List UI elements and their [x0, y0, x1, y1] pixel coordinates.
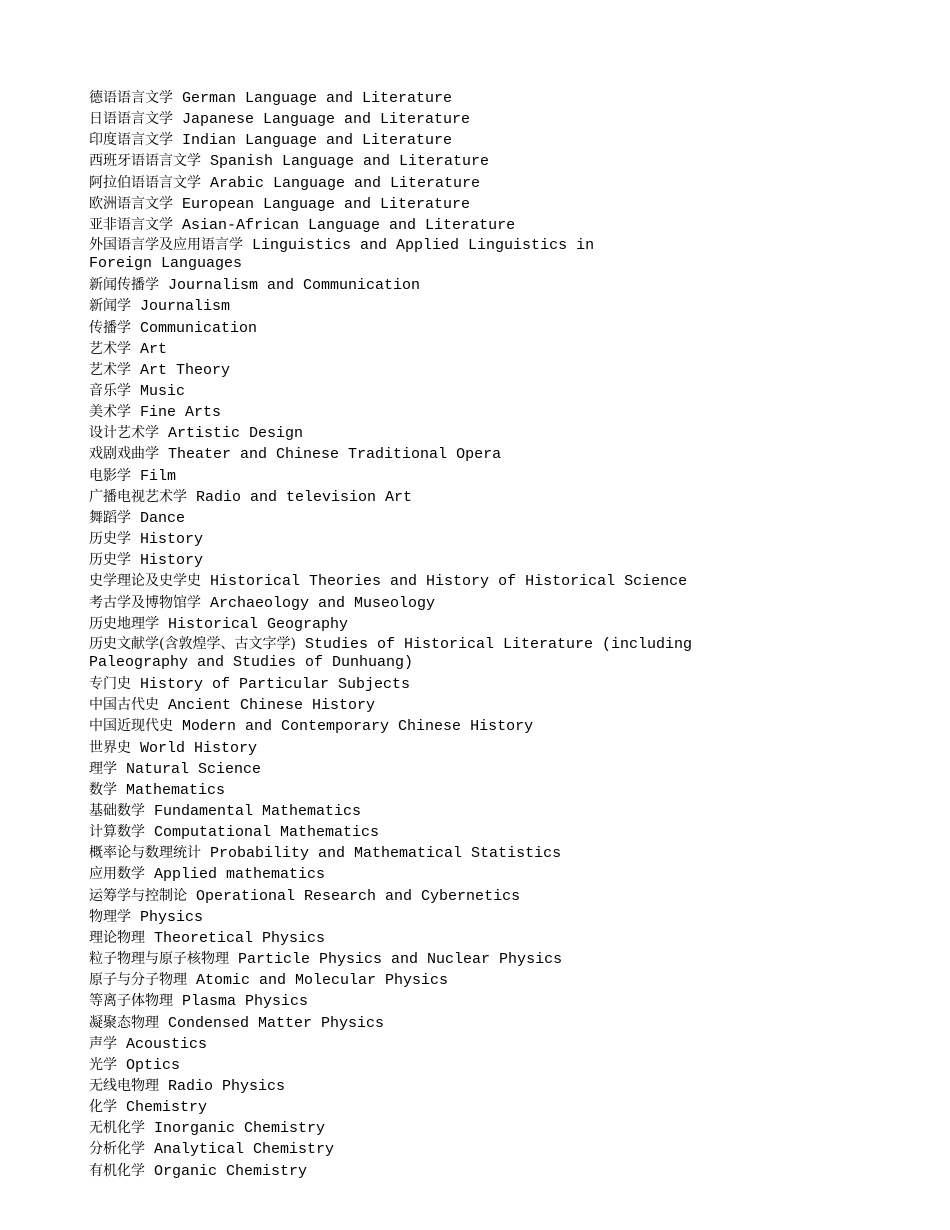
- discipline-entry: [89, 339, 929, 360]
- discipline-entry: [89, 571, 929, 592]
- discipline-name-english: Acoustics: [126, 1035, 208, 1053]
- discipline-name-english: Applied mathematics: [154, 866, 326, 884]
- discipline-name-english: Archaeology and Museology: [210, 594, 436, 612]
- discipline-name-chinese: 历史地理学: [89, 615, 159, 632]
- discipline-entry: [89, 928, 929, 949]
- discipline-entry: [89, 970, 929, 991]
- discipline-name-chinese: 欧洲语言文学: [89, 195, 173, 212]
- discipline-entry: [89, 508, 929, 529]
- discipline-name-english: Radio Physics: [168, 1078, 286, 1095]
- discipline-name-english: Arabic Language and Literature: [210, 174, 481, 192]
- discipline-name-english: Ancient Chinese History: [168, 697, 376, 715]
- discipline-entry: [89, 1097, 929, 1118]
- discipline-entry: [89, 1139, 929, 1160]
- discipline-entry: [89, 801, 929, 822]
- discipline-entry: [89, 194, 929, 215]
- discipline-name-english: Art: [140, 340, 168, 358]
- discipline-name-english: Artistic Design: [168, 425, 304, 443]
- discipline-name-english: Atomic and Molecular Physics: [196, 972, 449, 990]
- discipline-name-chinese: 理论物理: [89, 929, 145, 946]
- discipline-name-chinese: 历史文献学(含敦煌学、古文字学): [89, 635, 296, 652]
- discipline-entry: [89, 822, 929, 843]
- discipline-name-english: Studies of Historical Literature (including Paleography and Studies of Dunhuang): [89, 635, 693, 671]
- discipline-name-chinese: 音乐学: [89, 383, 131, 400]
- discipline-name-chinese: 日语语言文学: [89, 111, 173, 128]
- discipline-name-chinese: 艺术学: [89, 361, 131, 378]
- discipline-entry: [89, 1161, 929, 1182]
- discipline-name-english: Organic Chemistry: [154, 1162, 308, 1180]
- discipline-entry: [89, 886, 929, 907]
- discipline-entry: [89, 487, 929, 508]
- discipline-entry: [89, 843, 929, 864]
- discipline-entry: [89, 1034, 929, 1055]
- discipline-name-chinese: 亚非语言文学: [89, 216, 173, 233]
- discipline-name-chinese: 中国近现代史: [89, 718, 173, 735]
- discipline-entry: [89, 1118, 929, 1139]
- discipline-entry: [89, 360, 929, 381]
- discipline-name-english: World History: [140, 739, 258, 757]
- discipline-name-english: Plasma Physics: [182, 993, 309, 1011]
- discipline-name-chinese: 数学: [89, 781, 117, 798]
- discipline-name-chinese: 新闻学: [89, 298, 131, 315]
- discipline-name-chinese: 分析化学: [89, 1141, 145, 1158]
- discipline-name-chinese: 世界史: [89, 739, 131, 756]
- discipline-name-chinese: 德语语言文学: [89, 90, 173, 106]
- discipline-name-english: Dance: [140, 509, 186, 527]
- discipline-entry: [89, 88, 929, 109]
- discipline-name-chinese: 设计艺术学: [89, 425, 159, 442]
- discipline-name-chinese: 运筹学与控制论: [89, 887, 187, 904]
- discipline-entry: [89, 550, 929, 571]
- discipline-entry: [89, 173, 929, 194]
- discipline-name-english: Theoretical Physics: [154, 929, 326, 947]
- discipline-name-english: Chemistry: [126, 1099, 208, 1117]
- discipline-name-english: Operational Research and Cybernetics: [196, 887, 521, 905]
- discipline-name-english: German Language and Literature: [182, 90, 453, 107]
- discipline-entry: [89, 466, 929, 487]
- discipline-name-english: Particle Physics and Nuclear Physics: [238, 951, 563, 969]
- discipline-entry: [89, 614, 929, 635]
- discipline-entry: [89, 991, 929, 1012]
- discipline-name-english: History: [140, 531, 204, 549]
- discipline-entry: [89, 864, 929, 885]
- discipline-name-english: Linguistics and Applied Linguistics in Foreign Languages: [89, 237, 595, 273]
- discipline-name-chinese: 粒子物理与原子核物理: [89, 951, 229, 968]
- discipline-entry: [89, 151, 929, 172]
- discipline-name-chinese: 印度语言文学: [89, 132, 173, 149]
- discipline-name-chinese: 化学: [89, 1099, 117, 1116]
- discipline-entry: [89, 296, 929, 317]
- discipline-name-chinese: 概率论与数理统计: [89, 845, 201, 862]
- discipline-name-chinese: 美术学: [89, 404, 131, 421]
- discipline-entry: [89, 780, 929, 801]
- discipline-name-english: History of Particular Subjects: [140, 676, 411, 694]
- discipline-entry: [89, 593, 929, 614]
- discipline-name-english: Fine Arts: [140, 404, 222, 422]
- discipline-name-english: Physics: [140, 908, 204, 926]
- discipline-name-chinese: 考古学及博物馆学: [89, 594, 201, 611]
- discipline-name-english: Film: [140, 467, 177, 485]
- discipline-entry: [89, 529, 929, 550]
- discipline-name-english: Japanese Language and Literature: [182, 111, 471, 129]
- discipline-name-chinese: 凝聚态物理: [89, 1014, 159, 1031]
- discipline-entry: [89, 318, 929, 339]
- discipline-entry: [89, 444, 929, 465]
- discipline-name-chinese: 新闻传播学: [89, 277, 159, 294]
- discipline-name-english: Analytical Chemistry: [154, 1141, 335, 1159]
- discipline-name-chinese: 舞蹈学: [89, 509, 131, 526]
- discipline-name-english: Indian Language and Literature: [182, 132, 453, 150]
- discipline-entry: [89, 907, 929, 928]
- discipline-name-english: Computational Mathematics: [154, 824, 380, 842]
- discipline-name-chinese: 中国古代史: [89, 697, 159, 714]
- discipline-entry: [89, 1013, 929, 1034]
- discipline-entry: [89, 109, 929, 130]
- discipline-name-chinese: 应用数学: [89, 866, 145, 883]
- discipline-entry: [89, 275, 929, 296]
- discipline-name-english: Theater and Chinese Traditional Opera: [168, 446, 502, 464]
- discipline-name-chinese: 戏剧戏曲学: [89, 446, 159, 463]
- discipline-entry: [89, 738, 929, 759]
- discipline-name-chinese: 史学理论及史学史: [89, 573, 201, 590]
- discipline-entry: [89, 130, 929, 151]
- discipline-name-english: Communication: [140, 319, 258, 337]
- discipline-name-english: Probability and Mathematical Statistics: [210, 845, 562, 863]
- discipline-name-english: Inorganic Chemistry: [154, 1120, 326, 1138]
- discipline-entry: [89, 674, 929, 695]
- discipline-name-english: European Language and Literature: [182, 195, 471, 213]
- discipline-name-chinese: 阿拉伯语语言文学: [89, 174, 201, 191]
- discipline-name-english: Historical Theories and History of Historical Science: [210, 573, 688, 591]
- discipline-name-chinese: 光学: [89, 1056, 117, 1073]
- discipline-entry: [89, 695, 929, 716]
- discipline-name-english: Mathematics: [126, 781, 226, 799]
- discipline-name-chinese: 理学: [89, 760, 117, 777]
- discipline-name-chinese: 等离子体物理: [89, 993, 173, 1010]
- discipline-name-chinese: 历史学: [89, 531, 131, 548]
- discipline-name-english: Journalism and Communication: [168, 277, 421, 295]
- discipline-name-chinese: 西班牙语语言文学: [89, 153, 201, 170]
- discipline-entry: [89, 949, 929, 970]
- discipline-name-chinese: 广播电视艺术学: [89, 488, 187, 505]
- discipline-name-chinese: 传播学: [89, 319, 131, 336]
- discipline-list: [89, 88, 929, 1182]
- discipline-name-english: Journalism: [140, 298, 231, 316]
- discipline-name-english: Asian-African Language and Literature: [182, 216, 516, 234]
- discipline-entry: [89, 716, 929, 737]
- discipline-entry: [89, 1055, 929, 1076]
- discipline-name-chinese: 无机化学: [89, 1120, 145, 1137]
- discipline-name-english: Music: [140, 383, 186, 401]
- discipline-entry: [89, 759, 929, 780]
- discipline-name-chinese: 基础数学: [89, 802, 145, 819]
- discipline-name-english: Radio and television Art: [196, 488, 413, 506]
- discipline-entry: [89, 236, 929, 273]
- discipline-entry: [89, 635, 929, 672]
- discipline-name-english: Spanish Language and Literature: [210, 153, 490, 171]
- discipline-name-chinese: 外国语言学及应用语言学: [89, 237, 243, 254]
- discipline-entry: [89, 402, 929, 423]
- discipline-name-english: Historical Geography: [168, 615, 349, 633]
- discipline-name-english: History: [140, 552, 204, 570]
- discipline-entry: [89, 1076, 929, 1097]
- discipline-name-chinese: 计算数学: [89, 824, 145, 841]
- discipline-name-english: Modern and Contemporary Chinese History: [182, 718, 534, 736]
- discipline-entry: [89, 215, 929, 236]
- discipline-name-chinese: 声学: [89, 1035, 117, 1052]
- discipline-name-english: Fundamental Mathematics: [154, 802, 362, 820]
- discipline-name-chinese: 艺术学: [89, 340, 131, 357]
- discipline-name-english: Optics: [126, 1056, 181, 1074]
- discipline-name-chinese: 无线电物理: [89, 1078, 159, 1094]
- discipline-name-chinese: 历史学: [89, 552, 131, 569]
- discipline-name-chinese: 有机化学: [89, 1162, 145, 1179]
- discipline-name-chinese: 专门史: [89, 676, 131, 693]
- discipline-name-chinese: 物理学: [89, 908, 131, 925]
- discipline-name-chinese: 电影学: [89, 467, 131, 484]
- discipline-entry: [89, 423, 929, 444]
- discipline-name-chinese: 原子与分子物理: [89, 972, 187, 989]
- discipline-name-english: Art Theory: [140, 361, 231, 379]
- discipline-entry: [89, 381, 929, 402]
- discipline-name-english: Natural Science: [126, 760, 262, 778]
- discipline-name-english: Condensed Matter Physics: [168, 1014, 385, 1032]
